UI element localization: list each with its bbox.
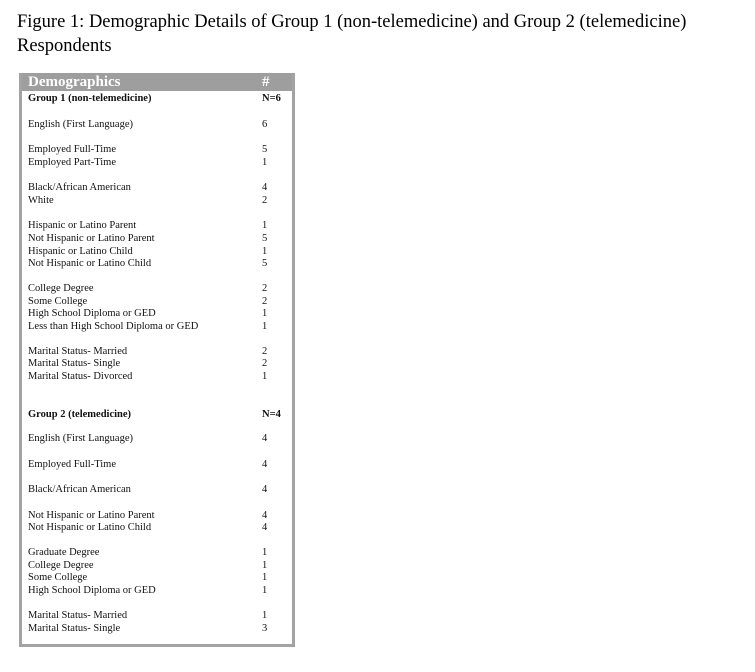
row-label: Hispanic or Latino Parent xyxy=(28,220,137,231)
row-label: Not Hispanic or Latino Parent xyxy=(28,510,155,521)
row-value: 1 xyxy=(262,560,268,571)
row-label: Marital Status- Single xyxy=(28,623,121,634)
table-row xyxy=(22,483,292,496)
row-label: Not Hispanic or Latino Parent xyxy=(28,233,155,244)
header-demographics-label: Demographics xyxy=(28,74,121,90)
row-label: English (First Language) xyxy=(28,119,133,130)
row-value: 1 xyxy=(262,246,268,257)
demographics-table xyxy=(19,73,295,647)
table-row xyxy=(22,370,292,383)
row-label: Group 2 (telemedicine) xyxy=(28,409,132,420)
row-label: Not Hispanic or Latino Child xyxy=(28,258,152,269)
table-row xyxy=(22,282,292,295)
group-header-row xyxy=(22,92,292,105)
row-label: Graduate Degree xyxy=(28,547,100,558)
row-value: 2 xyxy=(262,283,268,294)
row-label: English (First Language) xyxy=(28,433,133,444)
row-value: 1 xyxy=(262,585,268,596)
row-value: 5 xyxy=(262,144,268,155)
row-value: 4 xyxy=(262,459,268,470)
row-label: Employed Full-Time xyxy=(28,144,116,155)
row-label: Some College xyxy=(28,296,88,307)
figure-caption: Figure 1: Demographic Details of Group 1 (non-telemedicine) and Group 2 (telemedicine) Respondents xyxy=(17,12,687,56)
row-value: 6 xyxy=(262,119,268,130)
table-row xyxy=(22,307,292,320)
table-row xyxy=(22,181,292,194)
row-value: 4 xyxy=(262,182,268,193)
row-label: Employed Part-Time xyxy=(28,157,116,168)
table-row xyxy=(22,584,292,597)
row-value: 4 xyxy=(262,522,268,533)
table-row xyxy=(22,257,292,270)
table-row xyxy=(22,546,292,559)
table-header xyxy=(22,73,292,91)
row-value: 1 xyxy=(262,371,268,382)
row-label: Employed Full-Time xyxy=(28,459,116,470)
table-row xyxy=(22,219,292,232)
row-value: 3 xyxy=(262,623,268,634)
row-label: Marital Status- Married xyxy=(28,610,128,621)
row-label: High School Diploma or GED xyxy=(28,308,156,319)
row-value: 2 xyxy=(262,296,268,307)
table-row xyxy=(22,609,292,622)
row-label: Some College xyxy=(28,572,88,583)
row-value: N=6 xyxy=(262,93,281,104)
table-row xyxy=(22,571,292,584)
row-label: Not Hispanic or Latino Child xyxy=(28,522,152,533)
table-row xyxy=(22,458,292,471)
row-label: Hispanic or Latino Child xyxy=(28,246,133,257)
row-label: White xyxy=(28,195,54,206)
table-row xyxy=(22,194,292,207)
row-label: College Degree xyxy=(28,560,94,571)
row-label: Marital Status- Divorced xyxy=(28,371,133,382)
table-row xyxy=(22,521,292,534)
row-label: High School Diploma or GED xyxy=(28,585,156,596)
table-row xyxy=(22,143,292,156)
row-value: 2 xyxy=(262,346,268,357)
row-value: 2 xyxy=(262,358,268,369)
row-value: 4 xyxy=(262,510,268,521)
row-value: 2 xyxy=(262,195,268,206)
row-value: 4 xyxy=(262,484,268,495)
row-value: 4 xyxy=(262,433,268,444)
row-value: 1 xyxy=(262,610,268,621)
table-row xyxy=(22,320,292,333)
table-row xyxy=(22,622,292,635)
row-value: 1 xyxy=(262,308,268,319)
row-label: College Degree xyxy=(28,283,94,294)
row-label: Marital Status- Single xyxy=(28,358,121,369)
table-row xyxy=(22,432,292,445)
row-value: 1 xyxy=(262,157,268,168)
row-value: 1 xyxy=(262,547,268,558)
table-row xyxy=(22,156,292,169)
row-value: 5 xyxy=(262,233,268,244)
header-count-label: # xyxy=(262,74,270,90)
row-value: 5 xyxy=(262,258,268,269)
table-row xyxy=(22,357,292,370)
row-label: Black/African American xyxy=(28,182,131,193)
row-value: 1 xyxy=(262,220,268,231)
row-value: N=4 xyxy=(262,409,281,420)
row-label: Group 1 (non-telemedicine) xyxy=(28,93,152,104)
row-value: 1 xyxy=(262,321,268,332)
table-row xyxy=(22,118,292,131)
table-row xyxy=(22,232,292,245)
row-label: Black/African American xyxy=(28,484,131,495)
row-label: Marital Status- Married xyxy=(28,346,128,357)
row-value: 1 xyxy=(262,572,268,583)
row-label: Less than High School Diploma or GED xyxy=(28,321,199,332)
group-header-row xyxy=(22,408,292,421)
